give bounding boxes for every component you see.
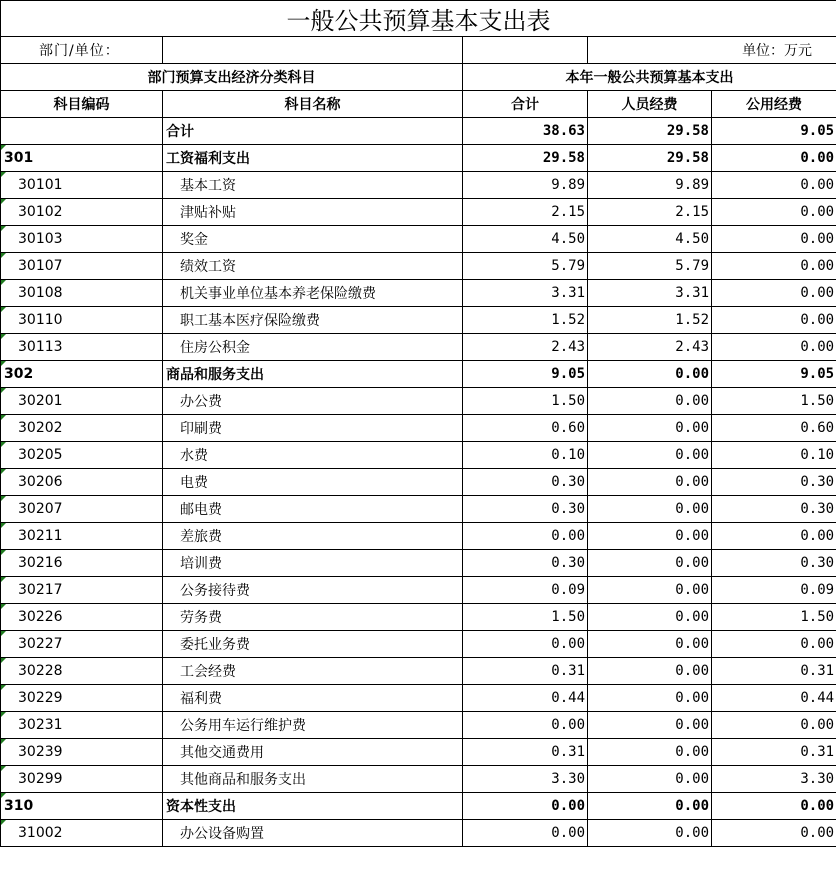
row-personnel: 0.00 bbox=[588, 604, 712, 631]
header-group-left: 部门预算支出经济分类科目 bbox=[1, 64, 463, 91]
dept-value-cell[interactable] bbox=[163, 37, 463, 64]
row-code: 31002 bbox=[1, 820, 163, 847]
table-row bbox=[1, 550, 836, 577]
table-row bbox=[1, 172, 836, 199]
row-code: 30228 bbox=[1, 658, 163, 685]
row-personnel: 0.00 bbox=[588, 820, 712, 847]
row-code: 30216 bbox=[1, 550, 163, 577]
row-name: 印刷费 bbox=[163, 415, 463, 442]
title-row bbox=[1, 1, 836, 37]
row-name: 津贴补贴 bbox=[163, 199, 463, 226]
row-total: 9.05 bbox=[463, 361, 588, 388]
row-personnel: 0.00 bbox=[588, 793, 712, 820]
row-total: 0.30 bbox=[463, 550, 588, 577]
row-code: 30110 bbox=[1, 307, 163, 334]
row-public: 0.00 bbox=[712, 820, 836, 847]
row-public: 0.00 bbox=[712, 280, 836, 307]
row-name: 办公设备购置 bbox=[163, 820, 463, 847]
row-total: 1.52 bbox=[463, 307, 588, 334]
row-public: 0.30 bbox=[712, 550, 836, 577]
row-total: 5.79 bbox=[463, 253, 588, 280]
row-total: 0.00 bbox=[463, 793, 588, 820]
row-total: 0.60 bbox=[463, 415, 588, 442]
table-row bbox=[1, 739, 836, 766]
row-public: 0.44 bbox=[712, 685, 836, 712]
row-public: 1.50 bbox=[712, 388, 836, 415]
row-code: 30227 bbox=[1, 631, 163, 658]
total-amount: 38.63 bbox=[463, 118, 588, 145]
row-code: 30201 bbox=[1, 388, 163, 415]
row-code: 30113 bbox=[1, 334, 163, 361]
row-total: 4.50 bbox=[463, 226, 588, 253]
header-personnel: 人员经费 bbox=[588, 91, 712, 118]
total-label: 合计 bbox=[163, 118, 463, 145]
row-public: 9.05 bbox=[712, 361, 836, 388]
total-row bbox=[1, 118, 836, 145]
row-personnel: 0.00 bbox=[588, 361, 712, 388]
row-name: 职工基本医疗保险缴费 bbox=[163, 307, 463, 334]
row-code: 30231 bbox=[1, 712, 163, 739]
row-personnel: 1.52 bbox=[588, 307, 712, 334]
row-personnel: 0.00 bbox=[588, 739, 712, 766]
row-public: 0.00 bbox=[712, 226, 836, 253]
row-code: 301 bbox=[1, 145, 163, 172]
row-name: 差旅费 bbox=[163, 523, 463, 550]
table-row bbox=[1, 334, 836, 361]
row-name: 培训费 bbox=[163, 550, 463, 577]
row-name: 工资福利支出 bbox=[163, 145, 463, 172]
row-personnel: 0.00 bbox=[588, 415, 712, 442]
row-code: 30239 bbox=[1, 739, 163, 766]
row-personnel: 3.31 bbox=[588, 280, 712, 307]
row-total: 0.31 bbox=[463, 658, 588, 685]
row-name: 其他商品和服务支出 bbox=[163, 766, 463, 793]
table-row bbox=[1, 145, 836, 172]
header-public: 公用经费 bbox=[712, 91, 836, 118]
table-row bbox=[1, 307, 836, 334]
row-personnel: 4.50 bbox=[588, 226, 712, 253]
row-total: 0.44 bbox=[463, 685, 588, 712]
row-total: 29.58 bbox=[463, 145, 588, 172]
table-row bbox=[1, 199, 836, 226]
table-row bbox=[1, 253, 836, 280]
row-code: 30202 bbox=[1, 415, 163, 442]
table-row bbox=[1, 496, 836, 523]
header-name: 科目名称 bbox=[163, 91, 463, 118]
row-personnel: 9.89 bbox=[588, 172, 712, 199]
row-public: 0.00 bbox=[712, 172, 836, 199]
row-name: 机关事业单位基本养老保险缴费 bbox=[163, 280, 463, 307]
row-code: 30217 bbox=[1, 577, 163, 604]
table-row bbox=[1, 604, 836, 631]
table-row bbox=[1, 388, 836, 415]
meta-row bbox=[1, 37, 836, 64]
table-row bbox=[1, 685, 836, 712]
row-code: 30226 bbox=[1, 604, 163, 631]
row-name: 工会经费 bbox=[163, 658, 463, 685]
row-code: 30108 bbox=[1, 280, 163, 307]
row-code: 30101 bbox=[1, 172, 163, 199]
total-public: 9.05 bbox=[712, 118, 836, 145]
header-group-row bbox=[1, 64, 836, 91]
row-personnel: 0.00 bbox=[588, 469, 712, 496]
row-personnel: 2.43 bbox=[588, 334, 712, 361]
total-personnel: 29.58 bbox=[588, 118, 712, 145]
row-total: 3.31 bbox=[463, 280, 588, 307]
row-personnel: 29.58 bbox=[588, 145, 712, 172]
header-total: 合计 bbox=[463, 91, 588, 118]
row-code: 30206 bbox=[1, 469, 163, 496]
row-name: 办公费 bbox=[163, 388, 463, 415]
row-code: 30207 bbox=[1, 496, 163, 523]
row-total: 0.30 bbox=[463, 469, 588, 496]
row-total: 2.43 bbox=[463, 334, 588, 361]
row-personnel: 5.79 bbox=[588, 253, 712, 280]
table-row bbox=[1, 442, 836, 469]
table-row bbox=[1, 577, 836, 604]
row-public: 3.30 bbox=[712, 766, 836, 793]
row-public: 0.60 bbox=[712, 415, 836, 442]
header-group-right: 本年一般公共预算基本支出 bbox=[463, 64, 836, 91]
table-row bbox=[1, 820, 836, 847]
row-total: 0.00 bbox=[463, 712, 588, 739]
row-public: 0.31 bbox=[712, 658, 836, 685]
row-total: 0.30 bbox=[463, 496, 588, 523]
row-total: 1.50 bbox=[463, 604, 588, 631]
row-name: 住房公积金 bbox=[163, 334, 463, 361]
row-personnel: 2.15 bbox=[588, 199, 712, 226]
header-code: 科目编码 bbox=[1, 91, 163, 118]
row-personnel: 0.00 bbox=[588, 496, 712, 523]
row-name: 奖金 bbox=[163, 226, 463, 253]
dept-label: 部门/单位： bbox=[1, 37, 163, 64]
row-code: 302 bbox=[1, 361, 163, 388]
row-code: 30103 bbox=[1, 226, 163, 253]
row-public: 0.09 bbox=[712, 577, 836, 604]
row-total: 0.00 bbox=[463, 820, 588, 847]
row-code: 30299 bbox=[1, 766, 163, 793]
row-personnel: 0.00 bbox=[588, 550, 712, 577]
row-code: 30107 bbox=[1, 253, 163, 280]
row-public: 0.00 bbox=[712, 253, 836, 280]
row-personnel: 0.00 bbox=[588, 766, 712, 793]
row-code: 310 bbox=[1, 793, 163, 820]
table-row bbox=[1, 712, 836, 739]
row-personnel: 0.00 bbox=[588, 658, 712, 685]
row-code: 30205 bbox=[1, 442, 163, 469]
row-total: 9.89 bbox=[463, 172, 588, 199]
row-personnel: 0.00 bbox=[588, 685, 712, 712]
table-row bbox=[1, 280, 836, 307]
row-public: 0.00 bbox=[712, 712, 836, 739]
table-row bbox=[1, 523, 836, 550]
row-name: 其他交通费用 bbox=[163, 739, 463, 766]
row-total: 3.30 bbox=[463, 766, 588, 793]
row-public: 0.00 bbox=[712, 523, 836, 550]
row-public: 0.00 bbox=[712, 307, 836, 334]
table-row bbox=[1, 361, 836, 388]
meta-empty-cell[interactable] bbox=[463, 37, 588, 64]
row-public: 1.50 bbox=[712, 604, 836, 631]
row-code: 30229 bbox=[1, 685, 163, 712]
row-total: 0.00 bbox=[463, 523, 588, 550]
row-public: 0.30 bbox=[712, 496, 836, 523]
row-total: 2.15 bbox=[463, 199, 588, 226]
row-public: 0.00 bbox=[712, 145, 836, 172]
row-total: 1.50 bbox=[463, 388, 588, 415]
row-total: 0.00 bbox=[463, 631, 588, 658]
row-name: 邮电费 bbox=[163, 496, 463, 523]
total-code-cell[interactable] bbox=[1, 118, 163, 145]
row-total: 0.31 bbox=[463, 739, 588, 766]
row-personnel: 0.00 bbox=[588, 442, 712, 469]
row-public: 0.00 bbox=[712, 199, 836, 226]
row-total: 0.09 bbox=[463, 577, 588, 604]
row-name: 委托业务费 bbox=[163, 631, 463, 658]
row-public: 0.10 bbox=[712, 442, 836, 469]
row-personnel: 0.00 bbox=[588, 388, 712, 415]
row-total: 0.10 bbox=[463, 442, 588, 469]
row-public: 0.00 bbox=[712, 793, 836, 820]
row-name: 绩效工资 bbox=[163, 253, 463, 280]
row-code: 30211 bbox=[1, 523, 163, 550]
table-row bbox=[1, 793, 836, 820]
row-name: 商品和服务支出 bbox=[163, 361, 463, 388]
row-name: 福利费 bbox=[163, 685, 463, 712]
row-public: 0.00 bbox=[712, 631, 836, 658]
row-public: 0.31 bbox=[712, 739, 836, 766]
row-name: 公务用车运行维护费 bbox=[163, 712, 463, 739]
row-personnel: 0.00 bbox=[588, 631, 712, 658]
unit-label: 单位：万元 bbox=[588, 37, 836, 64]
header-row bbox=[1, 91, 836, 118]
row-personnel: 0.00 bbox=[588, 712, 712, 739]
table-row bbox=[1, 469, 836, 496]
row-name: 公务接待费 bbox=[163, 577, 463, 604]
table-row bbox=[1, 658, 836, 685]
row-name: 水费 bbox=[163, 442, 463, 469]
row-personnel: 0.00 bbox=[588, 577, 712, 604]
row-name: 电费 bbox=[163, 469, 463, 496]
row-personnel: 0.00 bbox=[588, 523, 712, 550]
table-row bbox=[1, 415, 836, 442]
row-public: 0.30 bbox=[712, 469, 836, 496]
table-row bbox=[1, 631, 836, 658]
row-name: 劳务费 bbox=[163, 604, 463, 631]
row-name: 基本工资 bbox=[163, 172, 463, 199]
row-public: 0.00 bbox=[712, 334, 836, 361]
row-code: 30102 bbox=[1, 199, 163, 226]
table-row bbox=[1, 766, 836, 793]
table-row bbox=[1, 226, 836, 253]
table-title: 一般公共预算基本支出表 bbox=[1, 1, 836, 37]
row-name: 资本性支出 bbox=[163, 793, 463, 820]
